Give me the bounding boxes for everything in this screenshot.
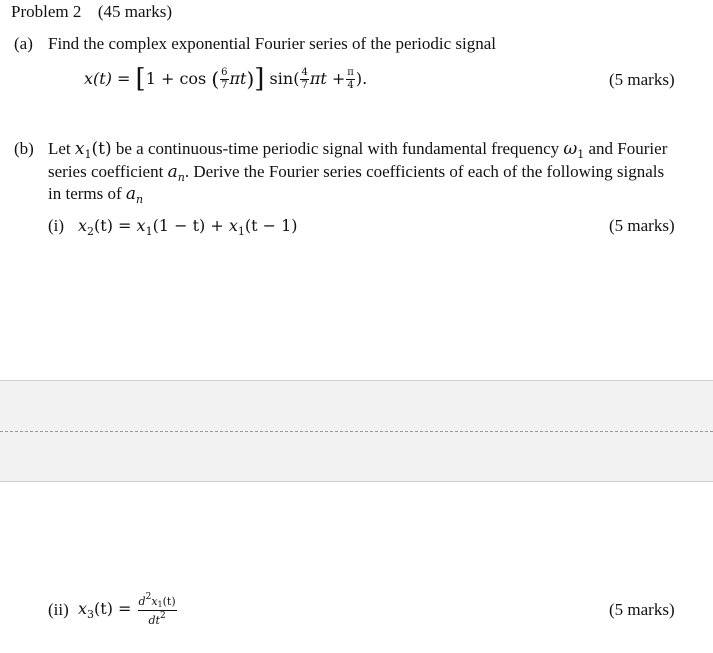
part-b-ii-marks: (5 marks) (609, 600, 675, 619)
second-derivative-fraction: $\frac{d^2x_1(t)}{dt^2}$ (138, 592, 176, 627)
part-a-label: (a) (14, 34, 33, 53)
part-b-i-label: (i) (48, 216, 65, 235)
part-b-i-marks: (5 marks) (609, 216, 675, 235)
eq-sin: sin (269, 69, 294, 88)
eq-one-plus-cos: 1 + cos (145, 69, 207, 88)
part-a-marks: (5 marks) (609, 70, 675, 89)
paren-open: ( (211, 67, 220, 91)
fraction-six-sevenths: $\frac{6}{7}$ (221, 67, 228, 91)
var-x1: $x_1(t)$ (74, 139, 112, 161)
var-an: $a_n$ (167, 162, 185, 184)
page-break-band (0, 380, 713, 482)
part-b-ii-equation: $x_3(t)$ = $\frac{d^2x_1(t)}{dt^2}$ (78, 592, 176, 627)
eq-pi-t-plus: πt + (309, 69, 346, 88)
bracket-open: [ (135, 64, 146, 94)
part-b-ii-label: (ii) (48, 600, 69, 619)
part-a-text: Find the complex exponential Fourier series of the periodic signal (48, 34, 497, 53)
problem-title: Problem 2 (11, 2, 82, 21)
page-break-dashed-line (0, 431, 713, 432)
part-b-label: (b) (14, 139, 34, 158)
part-b-i-equation: $x_2(t) = x_1(1 - t) + x_1(t - 1)$ (78, 216, 298, 238)
problem-heading (11, 2, 172, 22)
part-b-line-2: series coefficient $a_n$. Derive the Fourier series coefficients of each of the following signals (48, 162, 665, 184)
eq-lhs: x(t) = (84, 69, 131, 88)
part-a-equation: x(t) = [1 + cos ( $\frac{6}{7}$ πt)] sin( $\frac{4}{7}$ πt + $\frac{\pi}{4}$ ). (84, 64, 368, 94)
paren-close: ) (246, 67, 255, 91)
var-an-2: $a_n$ (125, 184, 144, 206)
part-b-line-3: in terms of $a_n$ (48, 184, 144, 206)
problem-total-marks: (45 marks) (97, 2, 172, 21)
bracket-close: ] (254, 64, 265, 94)
eq-pi-t: πt (229, 69, 247, 88)
fraction-four-sevenths: $\frac{4}{7}$ (301, 67, 308, 91)
part-b-line-1: Let $x_1(t)$ be a continuous-time periodic signal with fundamental frequency $\omega_1$ and Fourier (48, 139, 668, 161)
fraction-pi-quarter: $\frac{\pi}{4}$ (347, 67, 354, 91)
var-omega1: $\omega_1$ (563, 139, 585, 161)
